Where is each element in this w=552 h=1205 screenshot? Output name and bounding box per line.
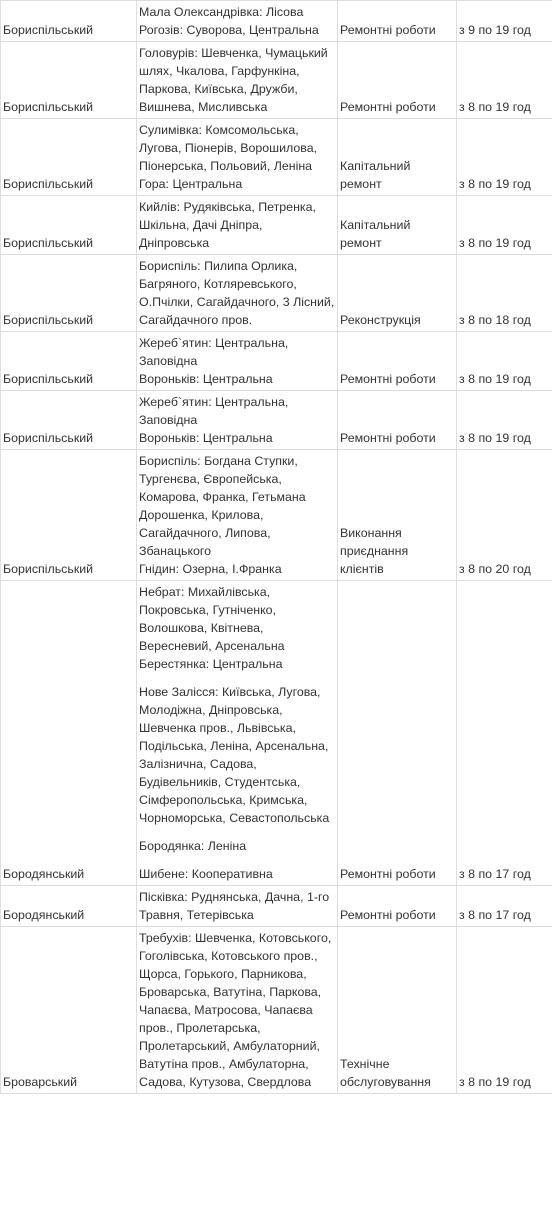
district-cell: Бориспільський [1,391,137,450]
table-row [1,391,552,450]
time-cell: з 9 по 19 год [457,1,552,42]
work-type-cell: Капітальний ремонт [338,196,457,255]
work-type-cell: Ремонтні роботи [338,581,457,886]
district-cell: Бориспільський [1,42,137,119]
addresses-cell [137,581,338,886]
addresses-cell [137,42,338,119]
work-type-cell: Ремонтні роботи [338,42,457,119]
table-row [1,886,552,927]
table-row [1,1,552,42]
district-cell: Броварський [1,927,137,1094]
address-paragraph: Небрат: Михайлівська, Покровська, Гутніченко, Волошкова, Квітнева, Вересневий, Арсенальна Берестянка: Центральна [139,585,285,671]
district-cell: Бориспільський [1,196,137,255]
work-type-cell: Ремонтні роботи [338,332,457,391]
addresses-cell [137,391,338,450]
work-type-cell: Ремонтні роботи [338,1,457,42]
time-cell: з 8 по 19 год [457,391,552,450]
address-paragraph: Жереб`ятин: Центральна, Заповідна Вороньків: Центральна [139,395,289,445]
time-cell: з 8 по 19 год [457,119,552,196]
district-cell: Бориспільський [1,255,137,332]
address-paragraph: Пісківка: Руднянська, Дачна, 1-го Травня, Тетерівська [139,890,330,922]
address-paragraph: Шибене: Кооперативна [139,867,273,881]
addresses-cell [137,332,338,391]
time-cell: з 8 по 17 год [457,581,552,886]
time-cell: з 8 по 20 год [457,450,552,581]
district-cell: Бородянський [1,886,137,927]
table-row [1,42,552,119]
work-type-cell: Ремонтні роботи [338,886,457,927]
district-cell: Бориспільський [1,1,137,42]
address-paragraph: Сулимівка: Комсомольська, Лугова, Піонерів, Ворошилова, Піонерська, Польовий, Леніна Гора: Центральна [139,123,318,191]
district-cell: Бородянський [1,581,137,886]
table-body [1,1,552,1094]
address-paragraph: Мала Олександрівка: Лісова Рогозів: Суворова, Центральна [139,5,319,37]
district-cell: Бориспільський [1,450,137,581]
work-type-cell: Технічне обслуговування [338,927,457,1094]
work-type-cell: Виконання приєднання клієнтів [338,450,457,581]
address-paragraph: Головурів: Шевченка, Чумацький шлях, Чкалова, Гарфункіна, Паркова, Київська, Дружби, Вишнева, Мисливська [139,46,328,114]
time-cell: з 8 по 19 год [457,927,552,1094]
addresses-cell [137,196,338,255]
addresses-cell [137,119,338,196]
time-cell: з 8 по 18 год [457,255,552,332]
table-row [1,581,552,886]
address-paragraph: Требухів: Шевченка, Котовського, Гоголівська, Котовського пров., Щорса, Горького, Парникова, Броварська, Ватутіна, Паркова, Чапаєва, Матросова, Чапаєва пров., Пролетарська, Пролетарський, Амбулаторний, Ватутіна пров., Амбулаторна, Садова, Кутузова, Свердлова [139,931,332,1089]
table-row [1,332,552,391]
time-cell: з 8 по 17 год [457,886,552,927]
work-type-cell: Ремонтні роботи [338,391,457,450]
addresses-cell [137,1,338,42]
time-cell: з 8 по 19 год [457,332,552,391]
work-type-cell: Капітальний ремонт [338,119,457,196]
district-cell: Бориспільський [1,119,137,196]
addresses-cell [137,450,338,581]
table-row [1,255,552,332]
addresses-cell [137,886,338,927]
table-row [1,196,552,255]
addresses-cell [137,927,338,1094]
address-paragraph: Нове Залісся: Київська, Лугова, Молодіжна, Дніпровська, Шевченка пров., Львівська, Подільська, Леніна, Арсенальна, Залізнична, Садова, Будівельників, Студентська, Сімферопольська, Кримська, Чорноморська, Севастопольська [139,685,330,825]
district-cell: Бориспільський [1,332,137,391]
address-paragraph: Бориспіль: Богдана Ступки, Тургенєва, Європейська, Комарова, Франка, Гетьмана Дорошенка, Крилова, Сагайдачного, Липова, Збанацького Гнідин: Озерна, І.Франка [139,454,306,576]
time-cell: з 8 по 19 год [457,42,552,119]
table-row [1,927,552,1094]
work-type-cell: Реконструкція [338,255,457,332]
address-paragraph: Жереб`ятин: Центральна, Заповідна Вороньків: Центральна [139,336,289,386]
address-paragraph: Бориспіль: Пилипа Орлика, Багряного, Котляревського, О.Пчілки, Сагайдачного, 3 Лісний, Сагайдачного пров. [139,259,335,327]
address-paragraph: Бородянка: Леніна [139,839,247,853]
table-row [1,119,552,196]
time-cell: з 8 по 19 год [457,196,552,255]
addresses-cell [137,255,338,332]
table-row [1,450,552,581]
address-paragraph: Кийлів: Рудяківська, Петренка, Шкільна, Дачі Дніпра, Дніпровська [139,200,316,250]
